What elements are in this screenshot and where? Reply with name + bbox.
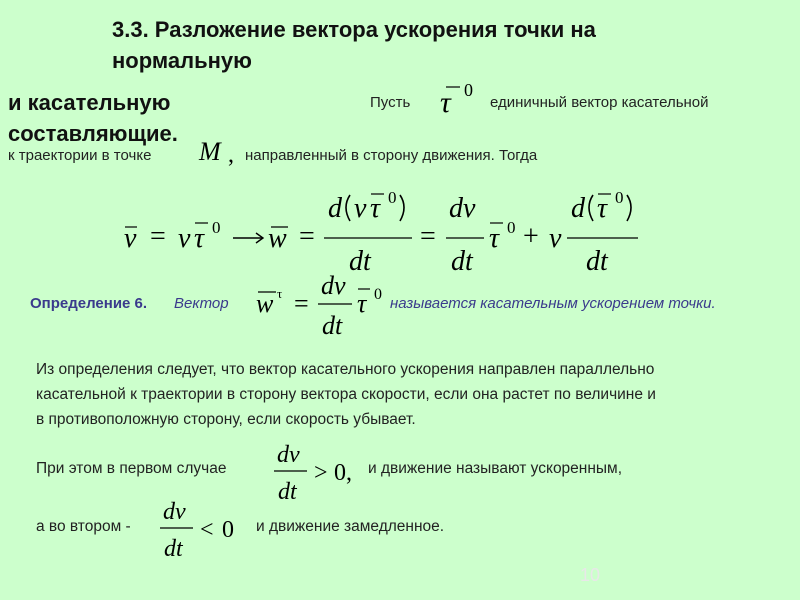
svg-text:0: 0 <box>374 286 382 303</box>
definition-text: называется касательным ускорением точки. <box>390 295 716 312</box>
svg-text:dv: dv <box>163 499 186 525</box>
case2-text-b: и движение замедленное. <box>256 518 445 535</box>
svg-text:v: v <box>549 223 562 254</box>
intro-unit-vector-text: единичный вектор касательной <box>490 94 709 111</box>
tangential-acceleration-formula <box>254 270 390 347</box>
svg-text:dt: dt <box>586 246 608 277</box>
svg-text:τ: τ <box>597 193 608 224</box>
svg-text:0: 0 <box>464 80 473 100</box>
svg-text:dt: dt <box>451 246 473 277</box>
svg-text:τ: τ <box>440 86 451 118</box>
svg-text:>: > <box>314 460 328 486</box>
svg-text:d: d <box>571 193 585 224</box>
svg-text:0: 0 <box>388 188 397 207</box>
svg-text:τ: τ <box>357 289 367 318</box>
slide-title-line1: 3.3. Разложение вектора ускорения точки на <box>112 17 596 42</box>
svg-text:dv: dv <box>277 442 300 468</box>
slide-subtitle-line1: и касательную <box>8 90 171 115</box>
svg-text:=: = <box>150 221 166 252</box>
svg-text:M: M <box>199 137 221 166</box>
case2-text-a: а во втором - <box>36 518 131 535</box>
svg-text:dt: dt <box>349 246 371 277</box>
definition-vector-word: Вектор <box>174 295 229 312</box>
slide-title-line2: нормальную <box>112 48 252 73</box>
svg-text:τ: τ <box>277 286 283 301</box>
tau-zero-formula <box>436 78 482 123</box>
accelerated-condition-formula <box>272 440 364 511</box>
svg-text:dt: dt <box>164 536 183 562</box>
svg-text:=: = <box>294 289 309 318</box>
svg-text:0: 0 <box>615 188 624 207</box>
svg-text:w: w <box>268 223 287 254</box>
svg-text:0,: 0, <box>334 460 352 486</box>
page-number: 10 <box>580 565 601 585</box>
case1-text-a: При этом в первом случае <box>36 460 227 477</box>
svg-text:v: v <box>354 193 367 224</box>
svg-text:<: < <box>200 517 214 543</box>
svg-text:dv: dv <box>449 193 476 224</box>
slide-subtitle-line2: составляющие. <box>8 121 178 146</box>
svg-text:0: 0 <box>507 218 516 237</box>
intro-let-text: Пусть <box>370 94 411 111</box>
point-m-formula <box>197 136 243 171</box>
svg-text:dt: dt <box>322 311 343 340</box>
svg-text:dt: dt <box>278 479 297 505</box>
svg-text:d: d <box>328 193 342 224</box>
svg-text:τ: τ <box>194 223 205 254</box>
paragraph-line-2: касательной к траектории в сторону вектора скорости, если она растет по величине и <box>36 386 656 403</box>
svg-text:0: 0 <box>222 517 234 543</box>
svg-text:τ: τ <box>489 223 500 254</box>
svg-text:dv: dv <box>321 271 346 300</box>
decelerated-condition-formula <box>158 497 246 568</box>
svg-text:v: v <box>124 223 137 254</box>
svg-text:v: v <box>178 223 191 254</box>
svg-text:0: 0 <box>212 218 221 237</box>
case1-text-b: и движение называют ускоренным, <box>368 460 623 477</box>
definition-label: Определение 6. <box>30 295 148 312</box>
intro-line2-a: к траектории в точке <box>8 147 152 164</box>
svg-text:,: , <box>228 142 234 166</box>
svg-text:=: = <box>299 221 315 252</box>
svg-text:w: w <box>256 289 274 318</box>
svg-text:τ: τ <box>370 193 381 224</box>
paragraph-line-3: в противоположную сторону, если скорость убывает. <box>36 411 416 428</box>
svg-text:=: = <box>420 221 436 252</box>
paragraph-line-1: Из определения следует, что вектор касательного ускорения направлен параллельно <box>36 361 655 378</box>
intro-line2-b: направленный в сторону движения. Тогда <box>245 147 538 164</box>
svg-text:+: + <box>523 221 539 252</box>
